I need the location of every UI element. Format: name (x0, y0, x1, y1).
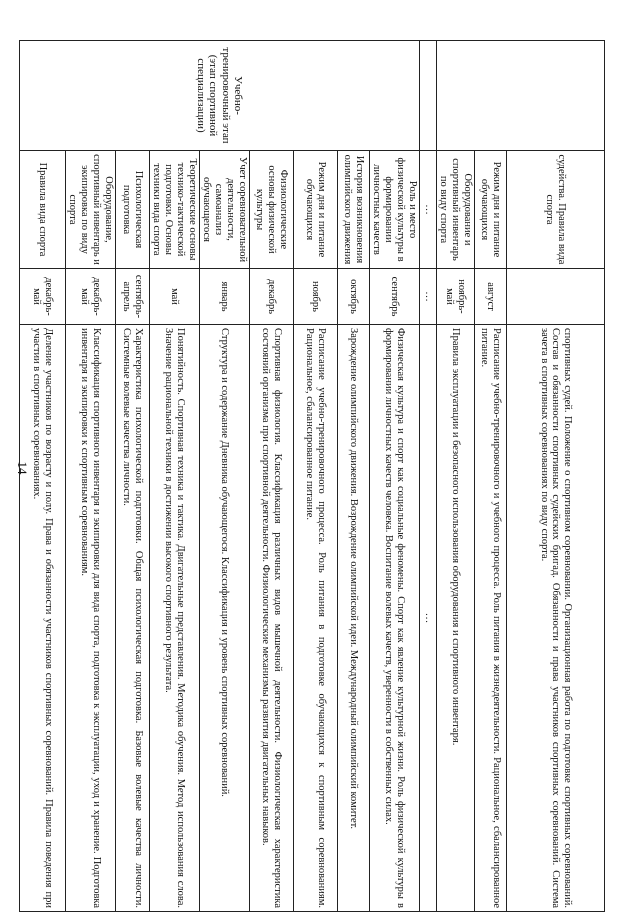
content-cell: Расписание учебно-тренировочного и учебного процесса. Роль питания в жизнедеятельности. Рациональное, сбалансированное питание. (475, 325, 507, 912)
month-cell (507, 269, 605, 325)
dots-stage-cell (419, 41, 436, 151)
topic-cell: Правила вида спорта (19, 151, 65, 269)
month-cell: ноябрь-май (436, 269, 474, 325)
dots-topic-cell: … (419, 151, 436, 269)
month-cell: ноябрь (293, 269, 337, 325)
content-cell: Расписание учебно-тренировочного процесса. Роль питания в подготовке обучающихся к спортивным соревнованиям. Рациональное, сбалансированное питание. (293, 325, 337, 912)
topic-cell: Режим дня и питание обучающихся (475, 151, 507, 269)
topic-cell: судейства. Правила вида спорта (507, 151, 605, 269)
month-cell: декабрь (249, 269, 293, 325)
month-cell: август (475, 269, 507, 325)
month-cell: май (149, 269, 199, 325)
content-cell: Спортивная физиология. Классификация различных видов мышечной деятельности. Физиологическая характеристика состояний организма при спортивной деятельности. Физиологические механизмы развития двигательных навыков. (249, 325, 293, 912)
dots-month-cell: … (419, 269, 436, 325)
topic-cell: Психологическая подготовка (115, 151, 149, 269)
stage-cell-top (436, 41, 604, 151)
curriculum-table (19, 40, 605, 912)
month-cell: декабрь-май (65, 269, 115, 325)
content-cell: Структура и содержание Дневника обучающегося. Классификация и уровень спортивных соревнований. (199, 325, 249, 912)
content-cell: Правила эксплуатации и безопасного использования оборудования и спортивного инвентаря. (436, 325, 474, 912)
stage-cell: Учебно-тренировочный этап (этап спортивной специализации) (19, 41, 419, 151)
topic-cell: Теоретические основы технико-тактической подготовки. Основы техники вида спорта (149, 151, 199, 269)
content-cell: Понятийность. Спортивная техника и тактика. Двигательные представления. Методика обучения. Метод использования слова. Значение рациональной техники в достижении высокого спортивного результата. (149, 325, 199, 912)
month-cell: сентябрь-апрель (115, 269, 149, 325)
content-cell: Физическая культура и спорт как социальные феномены. Спорт как явление культурной жизни. Роль физической культуры в формировании личностных качеств человека. Воспитание волевых качеств, уверенности в собственных силах. (369, 325, 419, 912)
topic-cell: История возникновения олимпийского движения (337, 151, 369, 269)
topic-cell: Оборудование, спортивный инвентарь и экипировка по виду спорта (65, 151, 115, 269)
content-cell: Зарождение олимпийского движения. Возрождение олимпийской идеи. Международный олимпийский комитет. (337, 325, 369, 912)
month-cell: январь (199, 269, 249, 325)
content-cell: Характеристика психологической подготовки. Общая психологическая подготовка. Базовые волевые качества личности. Системные волевые качества личности. (115, 325, 149, 912)
content-cell: Классификация спортивного инвентаря и экипировки для вида спорта, подготовка к эксплуатации, уход и хранение. Подготовка инвентаря и экипировки к спортивным соревнованиям. (65, 325, 115, 912)
page-number: 14 (15, 461, 30, 475)
content-cell: Деление участников по возрасту и полу. Права и обязанности участников спортивных соревнований. Правила поведения при участии в спортивных соревнованиях. (19, 325, 65, 912)
month-cell: декабрь-май (19, 269, 65, 325)
topic-cell: Режим дня и питание обучающихся (293, 151, 337, 269)
dots-content-cell: … (419, 325, 436, 912)
topic-cell: Учет соревновательной деятельности, самоанализ обучающегося (199, 151, 249, 269)
topic-cell: Оборудование и спортивный инвентарь по виду спорта (436, 151, 474, 269)
topic-cell: Физиологические основы физической культуры (249, 151, 293, 269)
content-cell: спортивных судей. Положение о спортивном соревновании. Организационная работа по подготовке спортивных соревнований. Состав и обязанности спортивных судейских бригад. Обязанности и права участников спортивных соревнований. Система зачета в спортивных соревнованиях по виду спорта. (507, 325, 605, 912)
topic-cell: Роль и место физической культуры в формировании личностных качеств (369, 151, 419, 269)
month-cell: сентябрь (369, 269, 419, 325)
rotated-table-wrapper (31, 40, 605, 912)
month-cell: октябрь (337, 269, 369, 325)
